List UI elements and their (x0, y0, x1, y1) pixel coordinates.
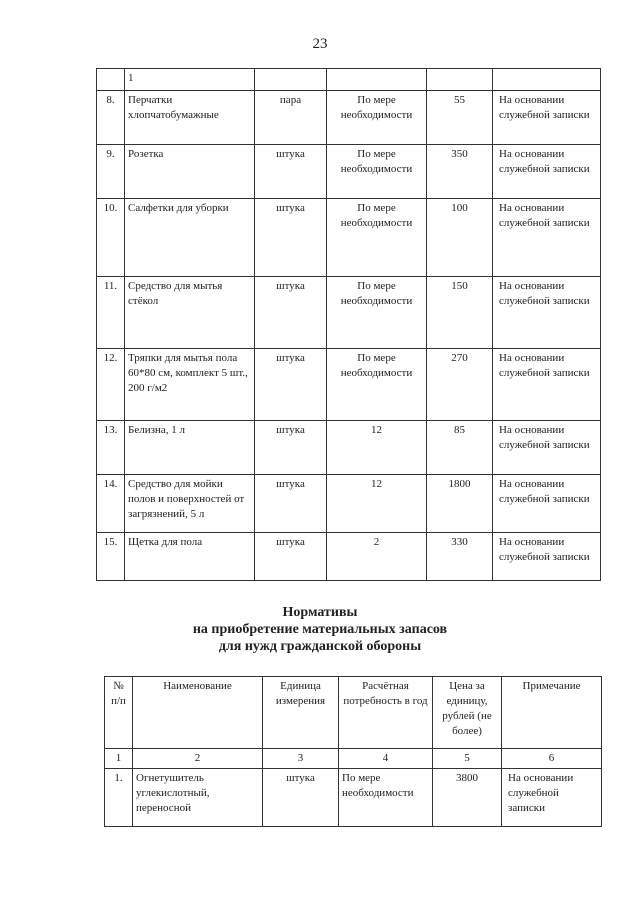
cell-qty: По мере необходимости (327, 199, 427, 277)
col-number: 1 (105, 749, 133, 769)
cell-unit: штука (255, 475, 327, 533)
cell-name: Перчатки хлопчатобумажные (125, 91, 255, 145)
cell-price: 150 (427, 277, 493, 349)
cell-unit: штука (263, 769, 339, 827)
cell-note: На основании служебной записки (493, 145, 601, 199)
cell-qty: По мере необходимости (327, 277, 427, 349)
cell-name: Белизна, 1 л (125, 421, 255, 475)
cell-price: 330 (427, 533, 493, 581)
section-title-line-2: на приобретение материальных запасов (192, 622, 448, 637)
table-row (105, 769, 602, 827)
section-title-line-1: Нормативы (282, 605, 358, 620)
table-row (97, 349, 601, 421)
cell-num: 8. (97, 91, 125, 145)
cell-unit: штука (255, 277, 327, 349)
cell-note: На основании служебной записки (493, 199, 601, 277)
civil-defense-table (104, 676, 602, 827)
cell-partial-header: 1 (125, 69, 255, 91)
cell-unit: пара (255, 91, 327, 145)
table-row (97, 145, 601, 199)
table-row (97, 533, 601, 581)
cell-num: 12. (97, 349, 125, 421)
cell-qty: 12 (327, 475, 427, 533)
table-row (97, 199, 601, 277)
cell-blank (493, 69, 601, 91)
cell-num: 15. (97, 533, 125, 581)
cell-name: Щетка для пола (125, 533, 255, 581)
cell-price: 1800 (427, 475, 493, 533)
cell-num: 11. (97, 277, 125, 349)
cell-price: 55 (427, 91, 493, 145)
cell-price: 270 (427, 349, 493, 421)
cell-num: 9. (97, 145, 125, 199)
cell-qty: По мере необходимости (327, 349, 427, 421)
cell-qty: По мере необходимости (327, 91, 427, 145)
column-number-row (105, 749, 602, 769)
table-header-row (105, 677, 602, 749)
col-number: 2 (133, 749, 263, 769)
cell-unit: штука (255, 349, 327, 421)
cell-name: Салфетки для уборки (125, 199, 255, 277)
header-price: Цена за единицу, рублей (не более) (433, 677, 502, 749)
col-number: 3 (263, 749, 339, 769)
cell-note: На основании служебной записки (493, 421, 601, 475)
supplies-table-continued (96, 68, 601, 581)
table-row-partial (97, 69, 601, 91)
cell-unit: штука (255, 145, 327, 199)
header-qty: Расчётная потребность в год (339, 677, 433, 749)
cell-blank (97, 69, 125, 91)
cell-num: 10. (97, 199, 125, 277)
cell-name: Розетка (125, 145, 255, 199)
cell-price: 350 (427, 145, 493, 199)
header-num: № п/п (105, 677, 133, 749)
header-unit: Единица измерения (263, 677, 339, 749)
section-title-line-3: для нужд гражданской обороны (218, 639, 422, 654)
col-number: 4 (339, 749, 433, 769)
cell-blank (327, 69, 427, 91)
table-row (97, 91, 601, 145)
cell-unit: штука (255, 421, 327, 475)
cell-num: 14. (97, 475, 125, 533)
cell-num: 1. (105, 769, 133, 827)
col-number: 6 (502, 749, 602, 769)
header-name: Наименование (133, 677, 263, 749)
cell-blank (255, 69, 327, 91)
cell-note: На основании служебной записки (493, 475, 601, 533)
cell-note: На основании служебной записки (493, 277, 601, 349)
col-number: 5 (433, 749, 502, 769)
cell-price: 3800 (433, 769, 502, 827)
cell-name: Огнетушитель углекислотный, переносной (133, 769, 263, 827)
table-row (97, 277, 601, 349)
cell-qty: По мере необходимости (327, 145, 427, 199)
header-note: Примечание (502, 677, 602, 749)
table-row (97, 421, 601, 475)
cell-price: 85 (427, 421, 493, 475)
cell-note: На основании служебной записки (493, 91, 601, 145)
cell-qty: 2 (327, 533, 427, 581)
cell-unit: штука (255, 533, 327, 581)
cell-qty: 12 (327, 421, 427, 475)
cell-name: Средство для мытья стёкол (125, 277, 255, 349)
cell-note: На основании служебной записки (493, 349, 601, 421)
cell-blank (427, 69, 493, 91)
page-number: 23 (312, 36, 328, 52)
cell-price: 100 (427, 199, 493, 277)
cell-name: Тряпки для мытья пола 60*80 см, комплект 5 шт., 200 г/м2 (125, 349, 255, 421)
cell-name: Средство для мойки полов и поверхностей от загрязнений, 5 л (125, 475, 255, 533)
cell-num: 13. (97, 421, 125, 475)
cell-qty: По мере необходимости (339, 769, 433, 827)
cell-note: На основании служебной записки (493, 533, 601, 581)
table-row (97, 475, 601, 533)
cell-note: На основании служебной записки (502, 769, 602, 827)
cell-unit: штука (255, 199, 327, 277)
section-title (0, 604, 640, 655)
